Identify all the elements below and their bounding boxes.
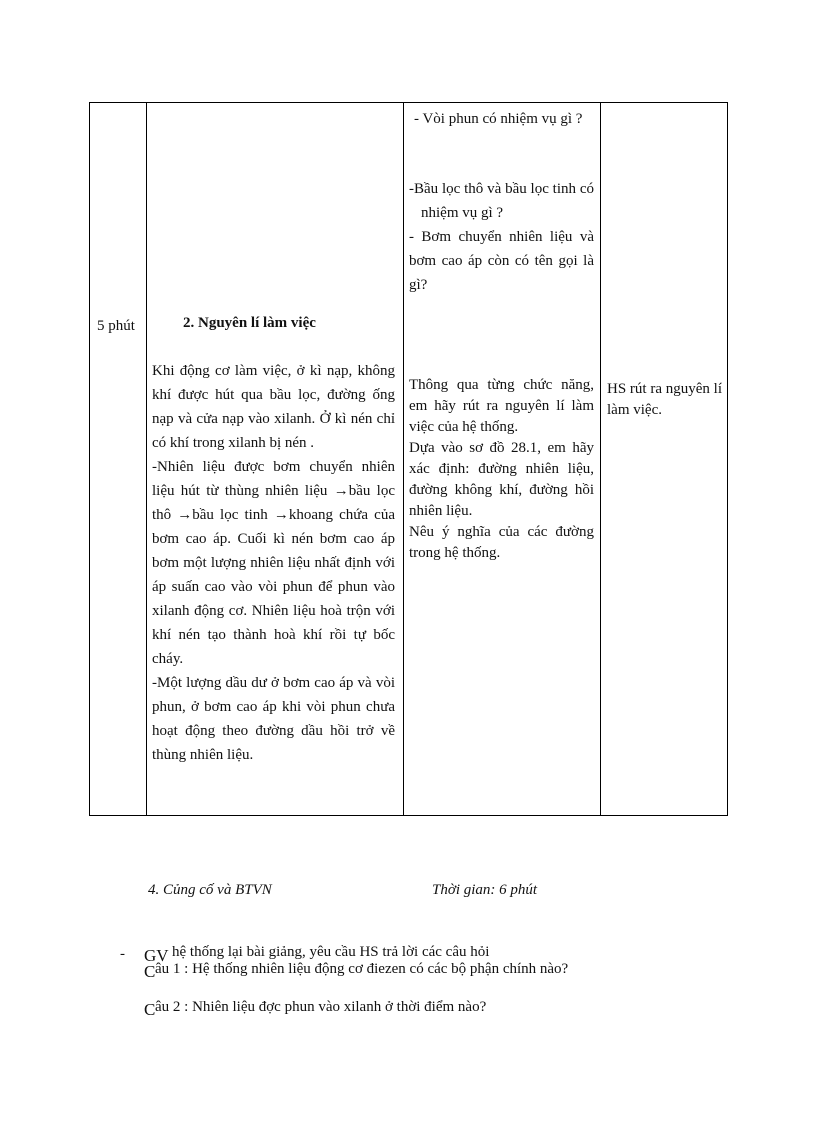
teacher-question: Nêu ý nghĩa của các đường trong hệ thống. [409,524,594,561]
teacher-question: Thông qua từng chức năng, em hãy rút ra nguyên lí làm việc của hệ thống. [409,377,594,435]
student-column [601,103,728,816]
teacher-column [404,103,601,816]
section-heading: 2. Nguyên lí làm việc [183,315,316,331]
section4-title: 4. Củng cố và BTVN [148,882,272,898]
teacher-questions-bottom [409,375,594,564]
q2-prefix: C [144,1000,156,1019]
teacher-question: Dựa vào sơ đồ 28.1, em hãy xác định: đường nhiên liệu, đường không khí, đường hồi nhiên liệu. [409,440,594,519]
review-bullet: - [120,946,125,962]
teacher-question: -Bầu lọc thô và bầu lọc tinh có nhiệm vụ gì ? [409,181,594,221]
gv-prefix: GV [144,946,169,965]
q2-text: âu 2 : Nhiên liệu đợc phun vào xilanh ở thời điểm nào? [155,999,487,1015]
teacher-question: - Bơm chuyển nhiên liệu và bơm cao áp còn có tên gọi là gì? [409,229,594,293]
q1-text: âu 1 : Hệ thống nhiên liệu động cơ điezen có các bộ phận chính nào? [155,961,569,977]
content-paragraph: Khi động cơ làm việc, ở kì nạp, không khí được hút qua bầu lọc, đường ống nạp và cửa nạp vào xilanh. Ở kì nén chỉ có khí trong xilanh bị nén . [152,363,395,451]
content-paragraph: -Nhiên liệu được bơm chuyển nhiên liệu hút từ thùng nhiên liệu →bầu lọc thô →bầu lọc tinh →khoang chứa của bơm cao áp. Cuối kì nén bơm cao áp bơm một lượng nhiên liệu nhất định với áp suấn cao vào vòi phun để phun vào xilanh động cơ. Nhiên liệu hoà trộn với khí nén tạo thành hoà khí rồi tự bốc cháy. [152,459,395,667]
content-column [147,103,404,816]
gv-text: hệ thống lại bài giảng, yêu cầu HS trả lời các câu hỏi [172,944,490,960]
teacher-questions-group [409,177,594,297]
content-paragraph: -Một lượng dầu dư ở bơm cao áp và vòi phun, ở bơm cao áp khi vòi phun chưa hoạt động theo đường dầu hồi trở về thùng nhiên liệu. [152,675,395,763]
q1-prefix: C [144,962,156,981]
time-cell: 5 phút [97,318,135,334]
student-activity: HS rút ra nguyên lí làm việc. [607,381,722,418]
section4-time: Thời gian: 6 phút [432,882,538,898]
time-column [90,103,147,816]
content-body [152,359,395,767]
teacher-question: - Vòi phun có nhiệm vụ gì ? [414,111,583,127]
lesson-table [89,102,728,816]
